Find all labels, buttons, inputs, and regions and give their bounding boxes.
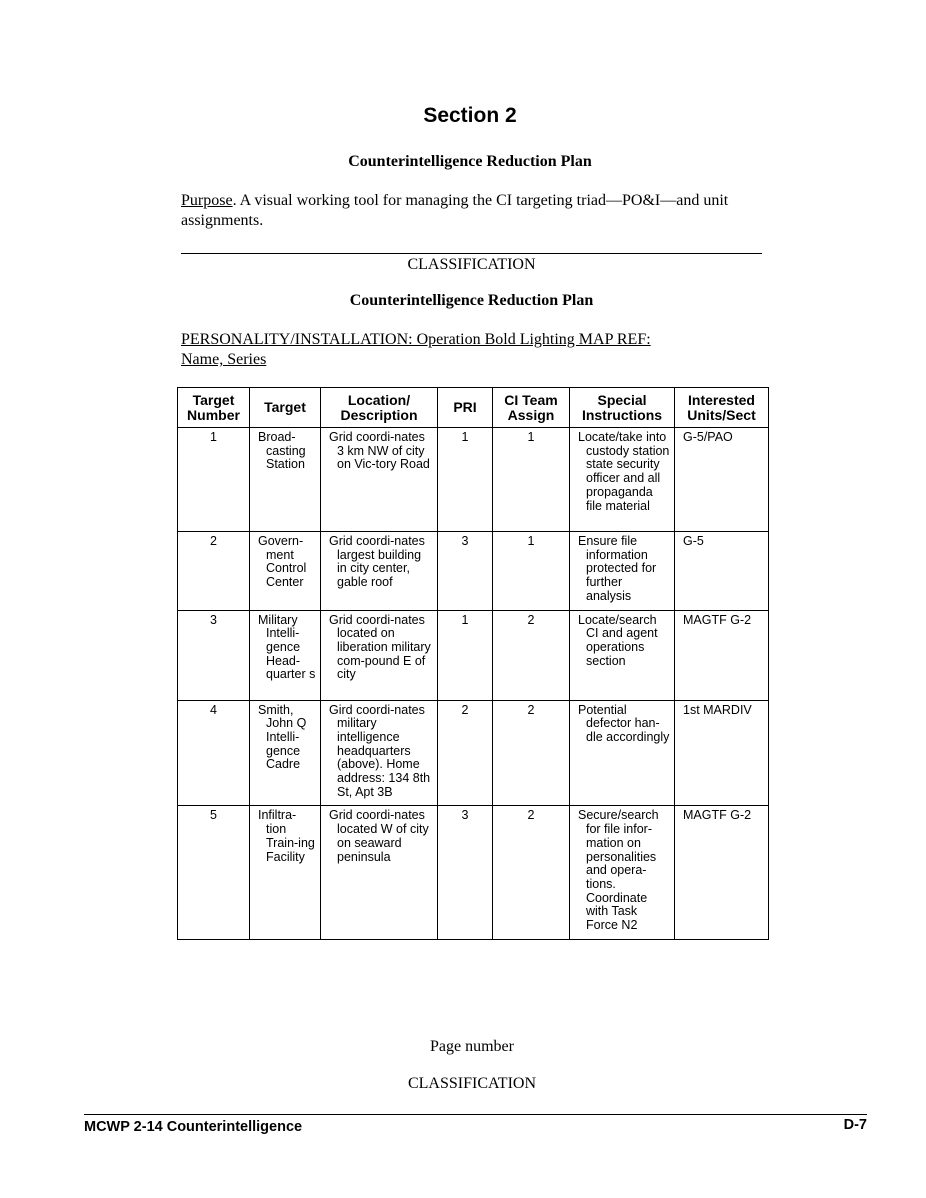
- cell-pri: 3: [438, 806, 493, 939]
- location-text: Grid coordi-nates 3 km NW of city on Vic-tory Road: [329, 430, 430, 472]
- cell-pri: 1: [438, 610, 493, 700]
- cell-target: [250, 700, 321, 806]
- instructions-text: Ensure file information protected for further analysis: [578, 534, 657, 603]
- cell-interested-units: MAGTF G-2: [675, 610, 769, 700]
- table-row: [178, 700, 769, 806]
- cell-special-instructions: [570, 428, 675, 532]
- form-top-rule: [181, 253, 762, 254]
- location-text: Grid coordi-nates located on liberation military com-pound E of city: [329, 612, 431, 682]
- cell-target: [250, 428, 321, 532]
- cell-pri: 1: [438, 428, 493, 532]
- instructions-text: Secure/search for file infor-mation on personalities and opera-tions. Coordinate with Task Force N2: [578, 808, 659, 933]
- location-text: Gird coordi-nates military intelligence headquarters (above). Home address: 134 8th St, Apt 3B: [329, 702, 431, 799]
- cell-target: [250, 610, 321, 700]
- cell-location: [321, 532, 438, 611]
- cell-ci-team: 1: [493, 532, 570, 611]
- target-text: Govern-ment Control Center: [258, 534, 307, 590]
- location-text: Grid coordi-nates located W of city on seaward peninsula: [329, 808, 429, 864]
- table-row: [178, 532, 769, 611]
- form-title: Counterintelligence Reduction Plan: [349, 292, 594, 309]
- location-text: Grid coordi-nates largest building in city center, gable roof: [329, 534, 425, 590]
- cell-target-number: 3: [178, 610, 250, 700]
- personality-installation-line: [181, 330, 741, 370]
- table-row: [178, 806, 769, 939]
- cell-ci-team: 2: [493, 700, 570, 806]
- header-target-number: Target Number: [178, 388, 250, 428]
- personality-line: PERSONALITY/INSTALLATION: Operation Bold Lighting MAP REF:: [181, 331, 651, 348]
- instructions-text: Potential defector han-dle accordingly: [578, 702, 670, 744]
- table-row: [178, 610, 769, 700]
- cell-location: [321, 700, 438, 806]
- header-target: Target: [250, 388, 321, 428]
- instructions-text: Locate/search CI and agent operations section: [578, 612, 658, 668]
- instructions-text: Locate/take into custody station state security officer and all propaganda file material: [578, 430, 670, 513]
- target-text: Smith, John Q Intelli-gence Cadre: [258, 702, 307, 772]
- cell-pri: 3: [438, 532, 493, 611]
- header-location: Location/ Description: [321, 388, 438, 428]
- cell-interested-units: G-5/PAO: [675, 428, 769, 532]
- cell-ci-team: 1: [493, 428, 570, 532]
- target-text: Infiltra-tion Train-ing Facility: [258, 808, 315, 864]
- cell-target-number: 4: [178, 700, 250, 806]
- classification-top: CLASSIFICATION: [407, 256, 536, 273]
- cell-pri: 2: [438, 700, 493, 806]
- footer-publication-title: MCWP 2-14 Counterintelligence: [84, 1119, 303, 1135]
- cell-interested-units: G-5: [675, 532, 769, 611]
- purpose-label: Purpose: [181, 192, 233, 209]
- table-row: [178, 428, 769, 532]
- cell-special-instructions: [570, 610, 675, 700]
- target-text: Broad-casting Station: [258, 430, 306, 472]
- cell-ci-team: 2: [493, 806, 570, 939]
- cell-ci-team: 2: [493, 610, 570, 700]
- personality-line-2: Name, Series: [181, 351, 267, 368]
- footer-rule: [84, 1114, 867, 1115]
- cell-special-instructions: [570, 806, 675, 939]
- page-number-placeholder: Page number: [430, 1038, 514, 1055]
- footer-page-id: D-7: [843, 1117, 867, 1133]
- purpose-paragraph: [181, 191, 771, 231]
- header-ci-team: CI Team Assign: [493, 388, 570, 428]
- header-special-instructions: Special Instructions: [570, 388, 675, 428]
- cell-location: [321, 428, 438, 532]
- cell-interested-units: 1st MARDIV: [675, 700, 769, 806]
- cell-location: [321, 806, 438, 939]
- cell-location: [321, 610, 438, 700]
- cell-target: [250, 532, 321, 611]
- targets-table: [177, 387, 769, 940]
- cell-target-number: 5: [178, 806, 250, 939]
- cell-target-number: 2: [178, 532, 250, 611]
- table-header-row: [178, 388, 769, 428]
- section-heading: Section 2: [423, 104, 517, 127]
- cell-special-instructions: [570, 532, 675, 611]
- plan-title: Counterintelligence Reduction Plan: [348, 153, 592, 170]
- target-text: Military Intelli-gence Head-quarter s: [258, 612, 316, 682]
- header-interested-units: Interested Units/Sect: [675, 388, 769, 428]
- purpose-text: . A visual working tool for managing the CI targeting triad—PO&I—and unit assignments.: [181, 192, 729, 229]
- header-pri: PRI: [438, 388, 493, 428]
- cell-target-number: 1: [178, 428, 250, 532]
- cell-target: [250, 806, 321, 939]
- classification-bottom: CLASSIFICATION: [407, 1075, 536, 1092]
- cell-interested-units: MAGTF G-2: [675, 806, 769, 939]
- cell-special-instructions: [570, 700, 675, 806]
